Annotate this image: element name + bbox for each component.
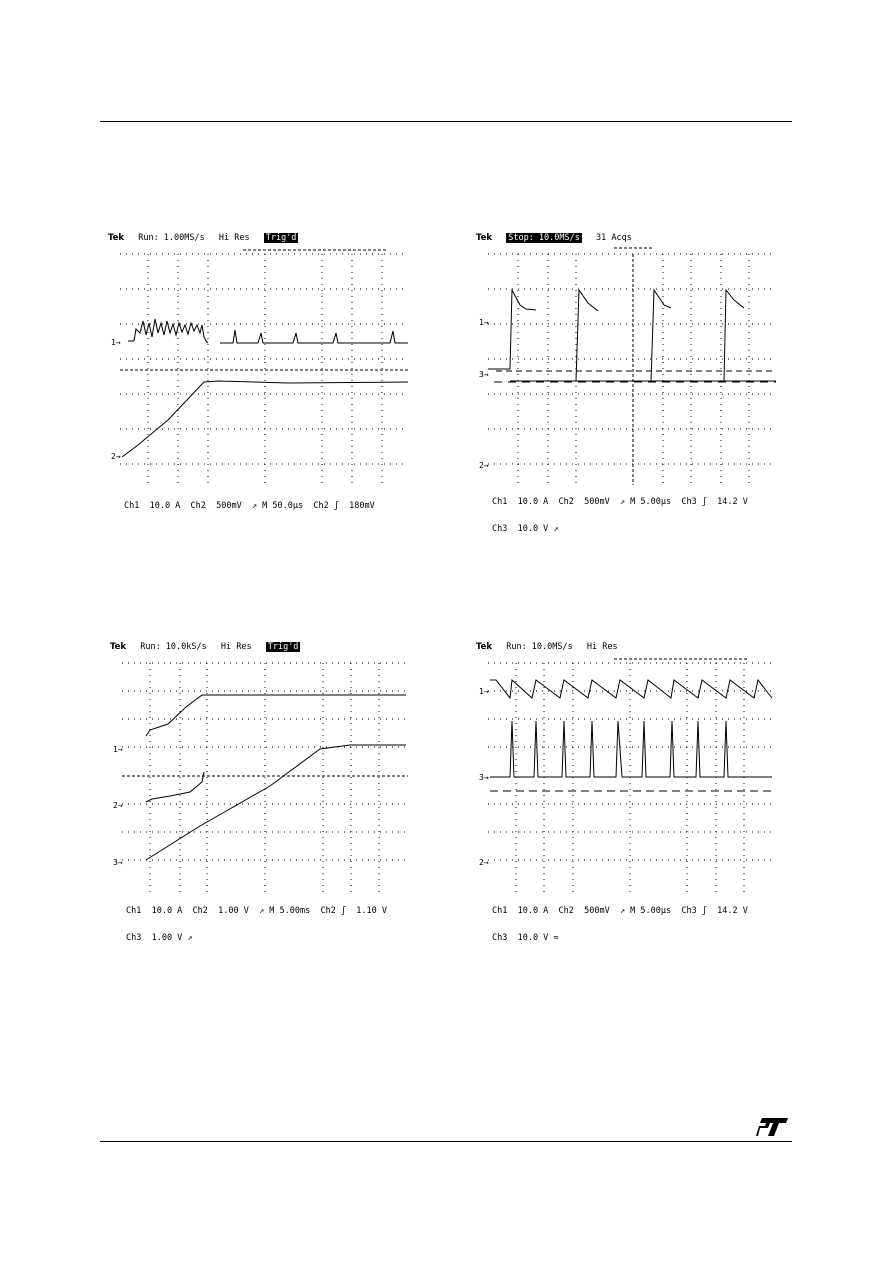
waveform-display <box>476 654 776 899</box>
waveform-display <box>108 245 408 490</box>
scope-brand: Tek <box>110 642 127 652</box>
channel-1-marker: 1→ <box>479 687 489 696</box>
waveform-display <box>110 654 410 899</box>
oscilloscope-capture-2 <box>476 233 776 534</box>
scope-settings-line-1: Ch1 10.0 A Ch2 500mV ↗ M 5.00µs Ch3 ʃ 14.2 V <box>492 906 748 916</box>
top-rule <box>100 121 792 122</box>
channel-3-marker: 3→ <box>479 773 489 782</box>
scope-settings-line-1: Ch1 10.0 A Ch2 500mV ↗ M 50.0µs Ch2 ʃ 180mV <box>124 501 375 511</box>
scope-settings <box>124 484 375 529</box>
scope-settings-line-1: Ch1 10.0 A Ch2 1.00 V ↗ M 5.00ms Ch2 ʃ 1.10 V <box>126 906 387 916</box>
channel-2-marker: 2→ <box>111 452 121 461</box>
st-logo-icon <box>756 1116 790 1142</box>
scope-trigger-status: Trig'd <box>267 642 299 652</box>
scope-run-status: Run: 10.0kS/s <box>140 642 207 652</box>
channel-3-marker: 3→ <box>479 370 489 379</box>
scope-run-status: Run: 10.0MS/s <box>506 642 573 652</box>
scope-mode: Hi Res <box>586 642 618 652</box>
channel-1-marker: 1→ <box>111 338 121 347</box>
channel-2-marker: 2→ <box>113 801 123 810</box>
scope-settings <box>126 889 387 961</box>
scope-brand: Tek <box>108 233 125 243</box>
scope-brand: Tek <box>476 642 493 652</box>
scope-settings-line-2: Ch3 10.0 V ↗ <box>492 524 559 534</box>
scope-settings-line-1: Ch1 10.0 A Ch2 500mV ↗ M 5.00µs Ch3 ʃ 14.2 V <box>492 497 748 507</box>
waveform-display <box>476 245 776 490</box>
oscilloscope-capture-3 <box>110 642 410 943</box>
oscilloscope-capture-1 <box>108 233 408 523</box>
scope-settings <box>492 480 748 552</box>
scope-settings <box>492 889 748 961</box>
scope-run-status: Stop: 10.0MS/s <box>508 233 580 243</box>
scope-mode: Hi Res <box>220 642 252 652</box>
channel-1-marker: 1→ <box>479 318 489 327</box>
scope-settings-line-2: Ch3 10.0 V ≈ <box>492 933 559 943</box>
channel-1-marker: 1→ <box>113 745 123 754</box>
channel-2-marker: 2→ <box>479 858 489 867</box>
scope-mode: Hi Res <box>218 233 250 243</box>
oscilloscope-capture-4 <box>476 642 776 943</box>
scope-acquisitions: 31 Acqs <box>596 233 632 243</box>
scope-settings-line-2: Ch3 1.00 V ↗ <box>126 933 193 943</box>
scope-trigger-status: Trig'd <box>265 233 297 243</box>
channel-3-marker: 3→ <box>113 858 123 867</box>
channel-2-marker: 2→ <box>479 461 489 470</box>
scope-brand: Tek <box>476 233 493 243</box>
scope-run-status: Run: 1.00MS/s <box>138 233 205 243</box>
bottom-rule <box>100 1141 792 1142</box>
